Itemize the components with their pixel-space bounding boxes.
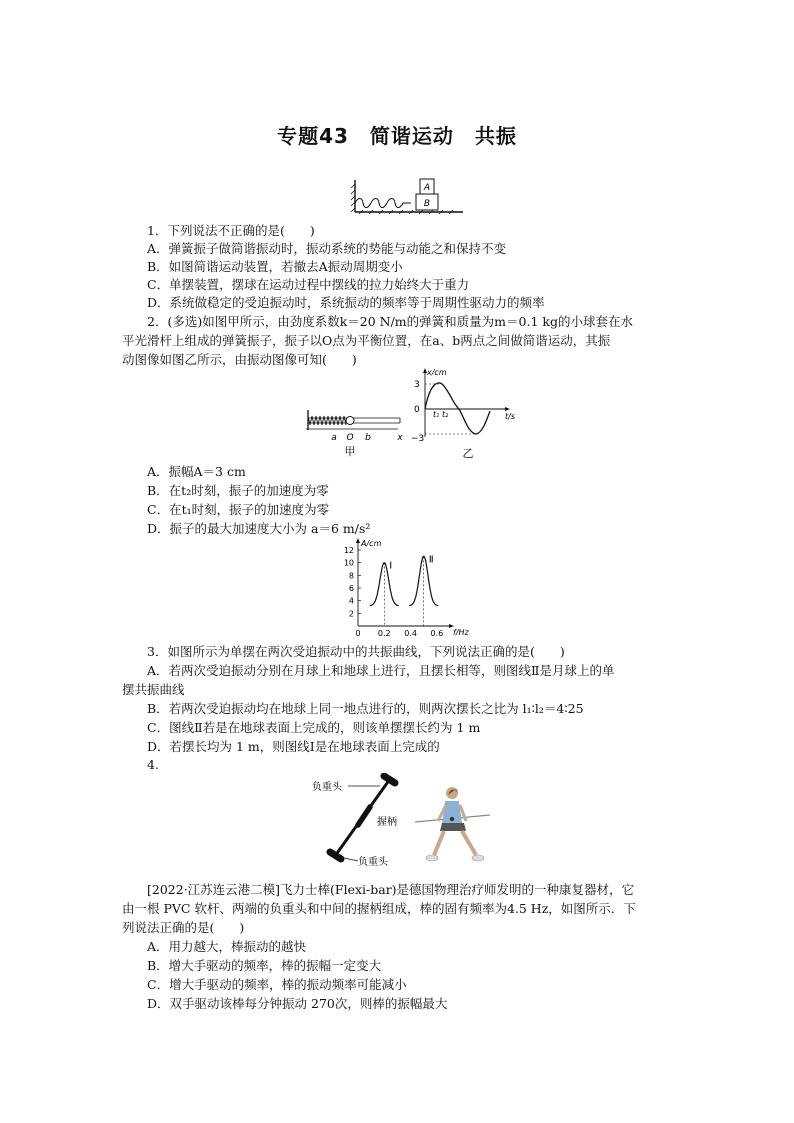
q4-number: 4. [147,757,159,772]
chart-xtick-label: 0.4 [404,629,417,638]
block-a-label: A [423,183,431,193]
oscillator-figure-jia [306,408,406,458]
chart-xtick-label: 0.2 [377,629,391,638]
chart-ytick-label: 8 [348,571,354,581]
tick-neg3: −3 [411,434,425,444]
tick-0: 0 [414,405,420,415]
q2-option-a: A．振幅A＝3 cm [147,464,246,479]
chart-ytick-label: 2 [348,609,354,619]
q4-option-b: B．增大手驱动的频率，棒的振幅一定变大 [147,958,382,973]
figure-jia-label: 甲 [344,445,356,458]
q1-option-a: A．弹簧振子做简谐振动时，振动系统的势能与动能之和保持不变 [147,241,507,256]
handle-label: 握柄 [377,817,397,828]
tick-3: 3 [414,380,420,390]
q1-stem: 1．下列说法不正确的是( ) [147,223,315,238]
q3-option-d: D．若摆长均为 1 m，则图线Ⅰ是在地球表面上完成的 [147,739,440,754]
chart-xtick-label: 0 [355,629,361,638]
chart-ytick-label: 4 [348,596,354,606]
q2-stem-line3: 动图像如图乙所示，由振动图像可知( ) [122,352,357,367]
resonance-curve-label-2: Ⅱ [428,554,434,566]
chart-ytick-label: 10 [343,558,354,568]
resonance-curve-label-1: Ⅰ [389,560,393,572]
rod-label-b: b [365,433,371,443]
q2-option-d: D．振子的最大加速度大小为 a＝6 m/s² [147,521,371,536]
q1-option-b: B．如图简谐运动装置，若撤去A振动周期变小 [147,259,403,274]
q4-stem-line1: [2022·江苏连云港二模]飞力士棒(Flexi-bar)是德国物理治疗师发明的一种康复器材，它 [147,882,635,897]
q4-stem-line3: 列说法正确的是( ) [122,920,245,935]
flexi-bar-figure [310,773,510,873]
q4-option-c: C．增大手驱动的频率，棒的振动频率可能减小 [147,977,407,992]
x-axis-label: t/s [505,412,515,421]
chart-ytick-label: 12 [343,546,354,555]
q3-option-b: B．若两次受迫振动均在地球上同一地点进行的，则两次摆长之比为 l₁∶l₂＝4∶25 [147,701,584,716]
q3-option-a-line1: A．若两次受迫振动分别在月球上和地球上进行，且摆长相等，则图线Ⅱ是月球上的单 [147,663,615,678]
spring-block-figure [350,176,465,216]
t1-label: t₁ [433,410,440,419]
resonance-chart [340,536,480,640]
chart-ylabel: A/cm [361,539,382,548]
weight-head-top-label: 负重头 [312,782,342,793]
rod-label-o: O [346,433,354,443]
xt-graph-yi [410,367,520,461]
q2-option-c: C．在t₁时刻，振子的加速度为零 [147,502,330,517]
q4-stem-line2: 由一根 PVC 软杆、两端的负重头和中间的握柄组成，棒的固有频率为4.5 Hz，如图所示．下 [122,901,636,916]
q1-option-d: D．系统做稳定的受迫振动时，系统振动的频率等于周期性驱动力的频率 [147,295,545,310]
person-figure [415,787,490,861]
q4-option-a: A．用力越大，棒振动的越快 [147,939,307,954]
q2-stem-line2: 平光滑杆上组成的弹簧振子，振子以O点为平衡位置，在a、b两点之间做简谐运动，其振 [122,333,611,348]
chart-ytick-label: 6 [348,584,354,593]
q3-option-c: C．图线Ⅱ若是在地球表面上完成的，则该单摆摆长约为 1 m [147,720,481,735]
t2-label: t₂ [442,410,449,419]
figure-yi-label: 乙 [462,447,474,460]
weight-head-bottom-label: 负重头 [358,857,388,868]
chart-xlabel: f/Hz [453,628,469,637]
q2-stem-line1: 2．(多选)如图甲所示，由劲度系数k＝20 N/m的弹簧和质量为m＝0.1 kg的小球套在水 [147,314,633,329]
rod-label-a: a [331,433,337,443]
q1-option-c: C．单摆装置，摆球在运动过程中摆线的拉力始终大于重力 [147,277,470,292]
q3-option-a-line2: 摆共振曲线 [122,682,185,697]
q4-option-d: D．双手驱动该棒每分钟振动 270次，则棒的振幅最大 [147,996,448,1011]
page-title: 专题43 简谐运动 共振 [277,124,517,148]
q3-stem: 3．如图所示为单摆在两次受迫振动中的共振曲线，下列说法正确的是( ) [147,644,565,659]
q2-option-b: B．在t₂时刻，振子的加速度为零 [147,483,329,498]
y-axis-label: x/cm [427,368,447,377]
chart-xtick-label: 0.6 [430,629,444,638]
block-b-label: B [423,199,431,209]
rod-label-x: x [397,433,403,443]
